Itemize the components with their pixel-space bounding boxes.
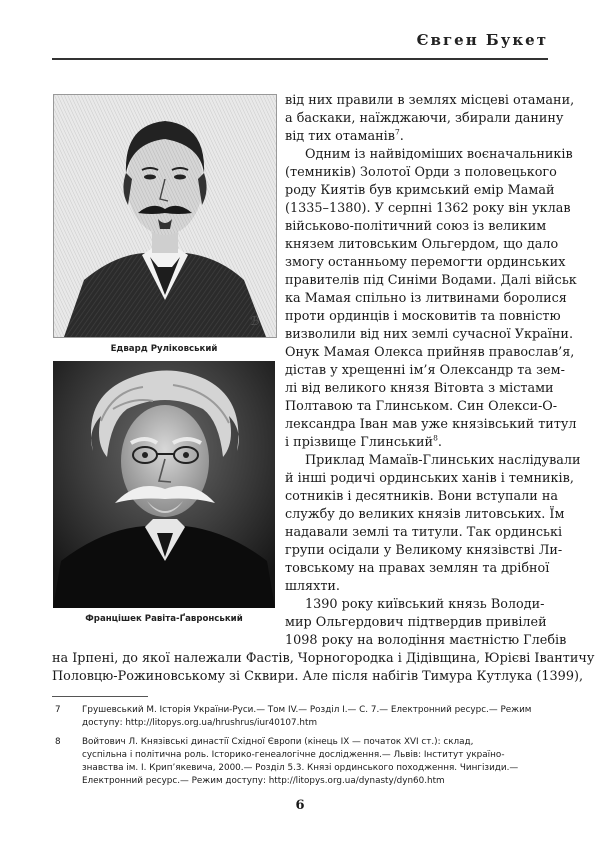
footnote-number: 7 (55, 705, 61, 715)
body-text-line: проти ординців і московитів та повністю (285, 309, 561, 324)
body-text-line: військово-політичний союз із великим (285, 219, 547, 234)
body-text-line: товському на правах землян та дрібної (285, 561, 550, 576)
body-text-line: ка Мамая спільно із литвинами боролися (285, 291, 567, 306)
page-number: 6 (295, 798, 305, 813)
body-text-line: надавали землі та титули. Так ординські (285, 525, 563, 540)
body-text-line: шляхти. (285, 579, 340, 594)
body-text-line: дістав у хрещенні ім’я Олександр та зем- (285, 363, 565, 378)
body-text-line: (темників) Золотої Орди з половецького (285, 165, 557, 180)
body-text-line: Приклад Мамаїв-Глинських наслідували (305, 453, 581, 468)
footnote-text: Войтович Л. Князівські династії Східної Європи (кінець IX — початок XVI ст.): склад, (82, 737, 474, 747)
footnote-text: суспільна і політична роль. Історико-генеалогічне дослідження.— Львів: Інститут українo- (82, 750, 505, 760)
body-text-line: лександра Іван мав уже князівський титул (285, 417, 577, 432)
body-text-line: на Ірпені, до якої належали Фастів, Чорногородка і Дідівщина, Юрієві Івантичу (52, 651, 595, 666)
footnote-number: 8 (55, 737, 61, 747)
body-text-line: Одним із найвідоміших воєначальників (305, 147, 573, 162)
body-text-line: мир Ольгердович підтвердив привілей (285, 615, 547, 630)
body-text-line: й інші родичі ординських ханів і темників, (285, 471, 574, 486)
body-text-line: Онук Мамая Олекса прийняв православ’я, (285, 345, 575, 360)
body-text-line: і прізвище Глинський$^8$. (285, 433, 442, 450)
body-text-line: роду Киятів був кримський емір Мамай (285, 183, 555, 198)
svg-text:ℬ: ℬ (250, 314, 260, 328)
footnote-text: Електронний ресурс.— Режим доступу: http://litopys.org.ua/dynasty/dyn60.htm (82, 776, 445, 786)
body-text-line: (1335–1380). У серпні 1362 року він уклав (285, 201, 571, 216)
body-text-line: від тих отаманів$^7$. (285, 127, 404, 144)
body-text-line: Полтавою та Глинськом. Син Олекси-О- (285, 399, 558, 414)
body-text-line: 1390 року київський князь Володи- (305, 597, 545, 612)
running-header-title: Євген Букет (416, 31, 548, 49)
portrait-gawronski (53, 361, 275, 608)
body-text-line: 1098 року на володіння маєтністю Глебів (285, 633, 567, 648)
body-text-line: службу до великих князів литовських. Їм (285, 507, 565, 522)
body-text-line: визволили від них землі сучасної України. (285, 327, 574, 342)
portrait-caption: Едвард Руліковський (110, 344, 218, 354)
body-text-line: Половцю-Рожиновському зі Сквири. Але після набігів Тимура Кутлука (1399), (52, 669, 584, 684)
body-text-line: від них правили в землях місцеві отамани, (285, 93, 575, 108)
body-text-line: лі від великого князя Вітовта з містами (285, 381, 554, 396)
body-text-line: сотників і десятників. Вони вступали на (285, 489, 559, 504)
header-rule (52, 58, 548, 60)
footnote-rule (52, 696, 148, 697)
footnote-ref[interactable]: 8 (433, 433, 438, 443)
footnote-text: Грушевський М. Історія України-Руси.— Том IV.— Розділ I.— С. 7.— Електронний ресурс.— Режим (82, 705, 532, 715)
footnote-text: знавства ім. І. Крип’якевича, 2000.— Розділ 5.3. Князі ординського походження. Чингізиди.— (82, 763, 519, 773)
body-text-line: групи осідали у Великому князівстві Ли- (285, 543, 563, 558)
body-text-line: а баскаки, наїжджаючи, збирали данину (285, 111, 564, 126)
footnote-ref[interactable]: 7 (394, 127, 400, 137)
footnote-text: доступу: http://litopys.org.ua/hrushrus/iur40107.htm (82, 718, 318, 728)
portrait-caption: Францішек Равіта-Ґавронський (85, 614, 243, 624)
body-text-line: князем литовським Ольгердом, що дало (285, 237, 559, 252)
body-text-line: змогу останньому перемогти ординських (285, 255, 566, 270)
portrait-rulikowski (53, 94, 277, 338)
body-text-line: правителів під Синіми Водами. Далі військ (285, 273, 577, 288)
